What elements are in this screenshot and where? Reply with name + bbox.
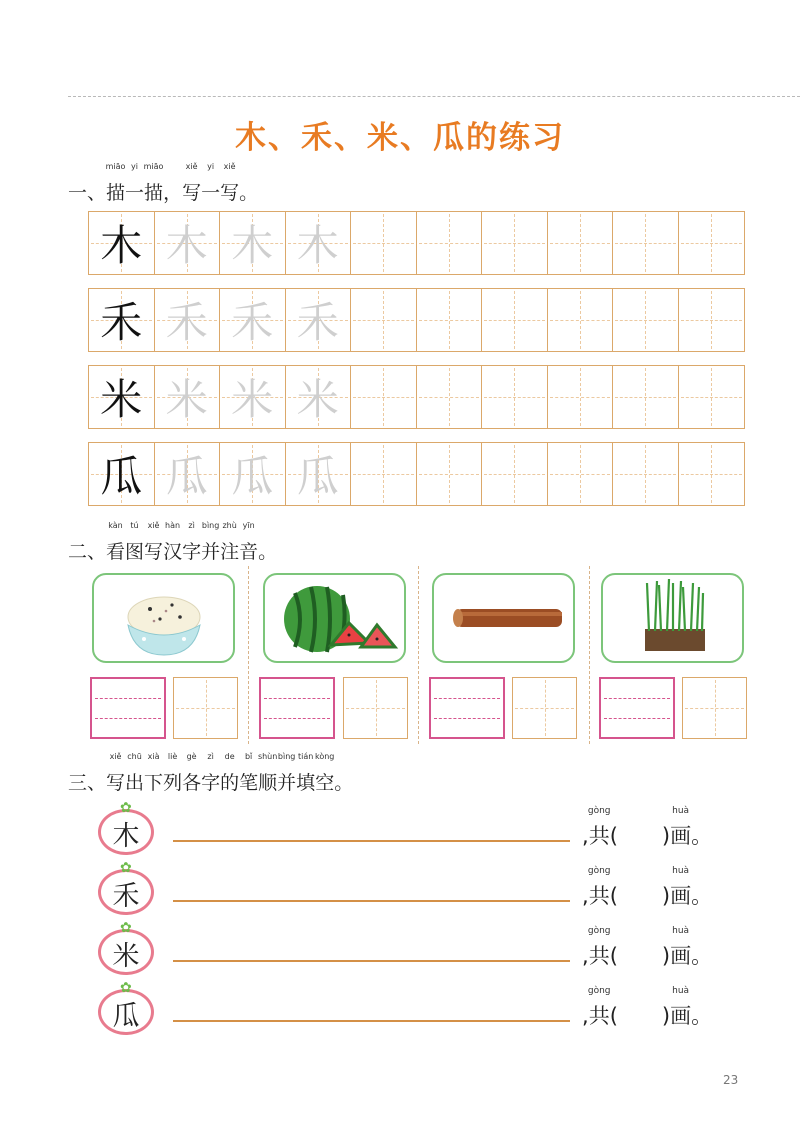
hua-word (670, 926, 692, 970)
hanzi-char: 描 (106, 182, 126, 204)
heading-char (257, 752, 278, 795)
watermelon-icon (265, 575, 404, 661)
leaf-icon: ✿ (120, 860, 132, 876)
close-paren: ) (661, 824, 671, 848)
hanzi-char: 画 (670, 884, 692, 908)
heading-char (296, 752, 316, 795)
hanzi-char: 字 (182, 541, 202, 563)
pinyin-label: gòng (587, 926, 611, 936)
hanzi-char: 写 (182, 182, 202, 204)
hanzi-char: 画 (670, 1004, 692, 1028)
heading-char (201, 752, 221, 795)
hanzi-box[interactable] (173, 677, 238, 739)
empty-writing-cell[interactable] (679, 443, 745, 505)
hanzi-char: 共 (588, 1004, 610, 1028)
hanzi-char: 汉 (163, 541, 183, 563)
pinyin-label: huà (672, 866, 690, 876)
hanzi-char: 共 (588, 824, 610, 848)
empty-writing-cell[interactable] (351, 289, 417, 351)
model-char-cell[interactable] (89, 443, 155, 505)
trace-char-cell[interactable] (286, 443, 352, 505)
pinyin-label: huà (672, 806, 690, 816)
pinyin-label: tián (298, 752, 314, 761)
pinyin-label: yīn (242, 521, 255, 530)
rice-bowl-icon (94, 575, 233, 661)
top-dashed-divider (68, 96, 800, 97)
empty-writing-cell[interactable] (417, 443, 483, 505)
leaf-icon: ✿ (120, 800, 132, 816)
trace-char-cell[interactable] (220, 212, 286, 274)
badge-char: 瓜 (112, 1001, 140, 1032)
heading-char (239, 521, 259, 564)
trace-char: 米 (231, 375, 274, 424)
pinyin-label: xiě (223, 162, 236, 171)
stroke-count-blank (582, 866, 713, 910)
tracing-row (88, 365, 745, 429)
column-divider (248, 566, 249, 744)
empty-writing-cell[interactable] (613, 443, 679, 505)
pinyin-label: gòng (587, 806, 611, 816)
model-char-cell[interactable] (89, 289, 155, 351)
empty-writing-cell[interactable] (548, 443, 614, 505)
hanzi-char: 共 (588, 944, 610, 968)
gong-word (587, 986, 611, 1030)
pinyin-label: bìng (277, 752, 296, 761)
trace-char: 木 (296, 221, 339, 270)
trace-char: 瓜 (231, 452, 274, 501)
empty-writing-cell[interactable] (351, 366, 417, 428)
heading-char (220, 521, 240, 564)
heading-char (163, 752, 183, 795)
hanzi-char: 字 (201, 772, 221, 794)
empty-writing-cell[interactable] (417, 289, 483, 351)
heading-char (258, 537, 277, 564)
trace-char: 瓜 (296, 452, 339, 501)
section-number: 一、 (68, 182, 107, 204)
hanzi-char: 的 (220, 772, 240, 794)
hanzi-char: 注 (220, 541, 240, 563)
badge-char: 木 (112, 821, 140, 852)
picture-card-watermelon (263, 573, 406, 663)
hanzi-box[interactable] (512, 677, 577, 739)
gong-word (587, 866, 611, 910)
picture-card-wood (432, 573, 575, 663)
trace-char-cell[interactable] (220, 443, 286, 505)
open-paren: ( (609, 944, 618, 968)
heading-char (163, 178, 182, 205)
hanzi-char: 一 (201, 182, 221, 204)
trace-char-cell[interactable] (220, 366, 286, 428)
hanzi-char: 列 (163, 772, 183, 794)
model-char: 米 (100, 375, 143, 424)
comma: , (582, 944, 589, 968)
stroke-writing-line[interactable] (173, 1020, 570, 1022)
empty-writing-cell[interactable] (482, 366, 548, 428)
model-char: 瓜 (100, 452, 143, 501)
heading-char (106, 752, 126, 795)
pinyin-label: yi (207, 162, 215, 171)
section-3-heading (68, 752, 354, 795)
tracing-row (88, 288, 745, 352)
period: 。 (691, 824, 713, 848)
pinyin-label: miāo (105, 162, 126, 171)
hanzi-char: 写 (106, 772, 126, 794)
heading-char (201, 162, 221, 205)
picture-card-grass (601, 573, 744, 663)
stroke-writing-line[interactable] (173, 840, 570, 842)
pinyin-label: gè (186, 752, 197, 761)
tracing-row (88, 211, 745, 275)
empty-writing-cell[interactable] (548, 366, 614, 428)
heading-char (239, 752, 259, 795)
pinyin-box[interactable] (429, 677, 505, 739)
pinyin-label: kòng (314, 752, 335, 761)
pinyin-box[interactable] (90, 677, 166, 739)
open-paren: ( (609, 884, 618, 908)
hanzi-char: 。 (334, 772, 354, 794)
heading-char (143, 162, 164, 205)
section-2-heading (68, 521, 278, 564)
comma: , (582, 1004, 589, 1028)
pinyin-label: shùn (257, 752, 278, 761)
hanzi-char: 音 (239, 541, 259, 563)
hanzi-char: 共 (588, 884, 610, 908)
trace-char-cell[interactable] (155, 212, 221, 274)
badge-char: 米 (112, 941, 140, 972)
open-paren: ( (609, 824, 618, 848)
pinyin-label: bǐ (244, 752, 253, 761)
pinyin-label: bìng (201, 521, 220, 530)
hanzi-char: 描 (144, 182, 164, 204)
badge-char: 禾 (112, 881, 140, 912)
empty-writing-cell[interactable] (482, 289, 548, 351)
column-divider (418, 566, 419, 744)
stroke-writing-line[interactable] (173, 900, 570, 902)
trace-char: 米 (296, 375, 339, 424)
page-title: 木、禾、米、瓜的练习 (235, 120, 565, 156)
pinyin-label: zhù (222, 521, 237, 530)
pinyin-label: xiě (147, 521, 160, 530)
hanzi-char: 写 (144, 541, 164, 563)
trace-char: 瓜 (165, 452, 208, 501)
model-char-cell[interactable] (89, 212, 155, 274)
picture-card-rice (92, 573, 235, 663)
empty-writing-cell[interactable] (351, 212, 417, 274)
pinyin-label: miāo (143, 162, 164, 171)
section-number: 三、 (68, 772, 107, 794)
trace-char-cell[interactable] (155, 443, 221, 505)
heading-char (144, 521, 164, 564)
heading-char (220, 752, 240, 795)
model-char: 禾 (100, 298, 143, 347)
pinyin-box[interactable] (599, 677, 675, 739)
pinyin-label: liè (167, 752, 178, 761)
section-number: 二、 (68, 541, 107, 563)
hanzi-char: 看 (106, 541, 126, 563)
hanzi-char: 。 (258, 541, 278, 563)
hanzi-char: 各 (182, 772, 202, 794)
hanzi-char: 下 (144, 772, 164, 794)
grass-sprouts-icon (603, 575, 742, 661)
stroke-count-blank (582, 926, 713, 970)
period: 。 (691, 1004, 713, 1028)
hanzi-char: 画 (670, 824, 692, 848)
pinyin-label: xià (147, 752, 160, 761)
empty-writing-cell[interactable] (417, 366, 483, 428)
hanzi-char: ， (163, 182, 183, 204)
trace-char: 禾 (231, 298, 274, 347)
trace-char-cell[interactable] (286, 366, 352, 428)
empty-writing-cell[interactable] (548, 212, 614, 274)
empty-writing-cell[interactable] (613, 212, 679, 274)
stroke-writing-line[interactable] (173, 960, 570, 962)
column-divider (589, 566, 590, 744)
page-number: 23 (723, 1073, 739, 1087)
trace-char: 米 (165, 375, 208, 424)
model-char: 木 (100, 221, 143, 270)
leaf-icon: ✿ (120, 980, 132, 996)
trace-char: 禾 (296, 298, 339, 347)
hua-word (670, 986, 692, 1030)
pinyin-box[interactable] (259, 677, 335, 739)
hanzi-char: 图 (125, 541, 145, 563)
hanzi-char: 并 (201, 541, 221, 563)
comma: , (582, 824, 589, 848)
heading-char (163, 521, 183, 564)
leaf-icon: ✿ (120, 920, 132, 936)
hanzi-char: 出 (125, 772, 145, 794)
heading-char (106, 521, 126, 564)
char-badge (98, 920, 156, 976)
empty-writing-cell[interactable] (679, 366, 745, 428)
heading-char (125, 752, 145, 795)
close-paren: ) (661, 1004, 671, 1028)
pinyin-label: gòng (587, 866, 611, 876)
hanzi-char: 一 (125, 182, 145, 204)
close-paren: ) (661, 884, 671, 908)
hanzi-box[interactable] (682, 677, 747, 739)
section-1-heading (68, 162, 259, 205)
pinyin-label: zì (188, 521, 195, 530)
trace-char-cell[interactable] (155, 289, 221, 351)
trace-char: 木 (165, 221, 208, 270)
pinyin-label: huà (672, 926, 690, 936)
char-badge (98, 980, 156, 1036)
hanzi-char: 空 (315, 772, 335, 794)
empty-writing-cell[interactable] (417, 212, 483, 274)
wood-log-icon (434, 575, 573, 661)
heading-char (201, 521, 221, 564)
close-paren: ) (661, 944, 671, 968)
hanzi-char: 。 (239, 182, 259, 204)
pinyin-label: chū (127, 752, 142, 761)
period: 。 (691, 884, 713, 908)
period: 。 (691, 944, 713, 968)
hua-word (670, 866, 692, 910)
pinyin-label: kàn (108, 521, 123, 530)
hanzi-char: 顺 (258, 772, 278, 794)
heading-char (125, 162, 145, 205)
char-badge (98, 860, 156, 916)
empty-writing-cell[interactable] (482, 212, 548, 274)
trace-char-cell[interactable] (155, 366, 221, 428)
stroke-count-blank (582, 986, 713, 1030)
tracing-row (88, 442, 745, 506)
hua-word (670, 806, 692, 850)
trace-char-cell[interactable] (286, 212, 352, 274)
empty-writing-cell[interactable] (613, 366, 679, 428)
hanzi-char: 画 (670, 944, 692, 968)
pinyin-label: huà (672, 986, 690, 996)
empty-writing-cell[interactable] (679, 212, 745, 274)
trace-char-cell[interactable] (220, 289, 286, 351)
empty-writing-cell[interactable] (351, 443, 417, 505)
heading-char (105, 162, 126, 205)
heading-char (182, 162, 202, 205)
heading-char (182, 521, 202, 564)
pinyin-label: hàn (165, 521, 181, 530)
empty-writing-cell[interactable] (613, 289, 679, 351)
open-paren: ( (609, 1004, 618, 1028)
hanzi-char: 并 (277, 772, 297, 794)
pinyin-label: xiě (185, 162, 198, 171)
model-char-cell[interactable] (89, 366, 155, 428)
empty-writing-cell[interactable] (482, 443, 548, 505)
pinyin-label: xiě (109, 752, 122, 761)
hanzi-char: 填 (296, 772, 316, 794)
gong-word (587, 926, 611, 970)
comma: , (582, 884, 589, 908)
heading-char (182, 752, 202, 795)
trace-char: 木 (231, 221, 274, 270)
heading-char (144, 752, 164, 795)
pinyin-label: gòng (587, 986, 611, 996)
pinyin-label: de (224, 752, 235, 761)
heading-char (334, 768, 353, 795)
hanzi-char: 写 (220, 182, 240, 204)
heading-char (220, 162, 240, 205)
pinyin-label: zì (207, 752, 214, 761)
empty-writing-cell[interactable] (679, 289, 745, 351)
empty-writing-cell[interactable] (548, 289, 614, 351)
char-badge (98, 800, 156, 856)
heading-char (314, 752, 335, 795)
hanzi-char: 笔 (239, 772, 259, 794)
pinyin-label: tú (130, 521, 139, 530)
trace-char: 禾 (165, 298, 208, 347)
heading-char (239, 178, 258, 205)
trace-char-cell[interactable] (286, 289, 352, 351)
hanzi-box[interactable] (343, 677, 408, 739)
gong-word (587, 806, 611, 850)
stroke-count-blank (582, 806, 713, 850)
heading-char (277, 752, 297, 795)
pinyin-label: yi (131, 162, 139, 171)
heading-char (125, 521, 145, 564)
